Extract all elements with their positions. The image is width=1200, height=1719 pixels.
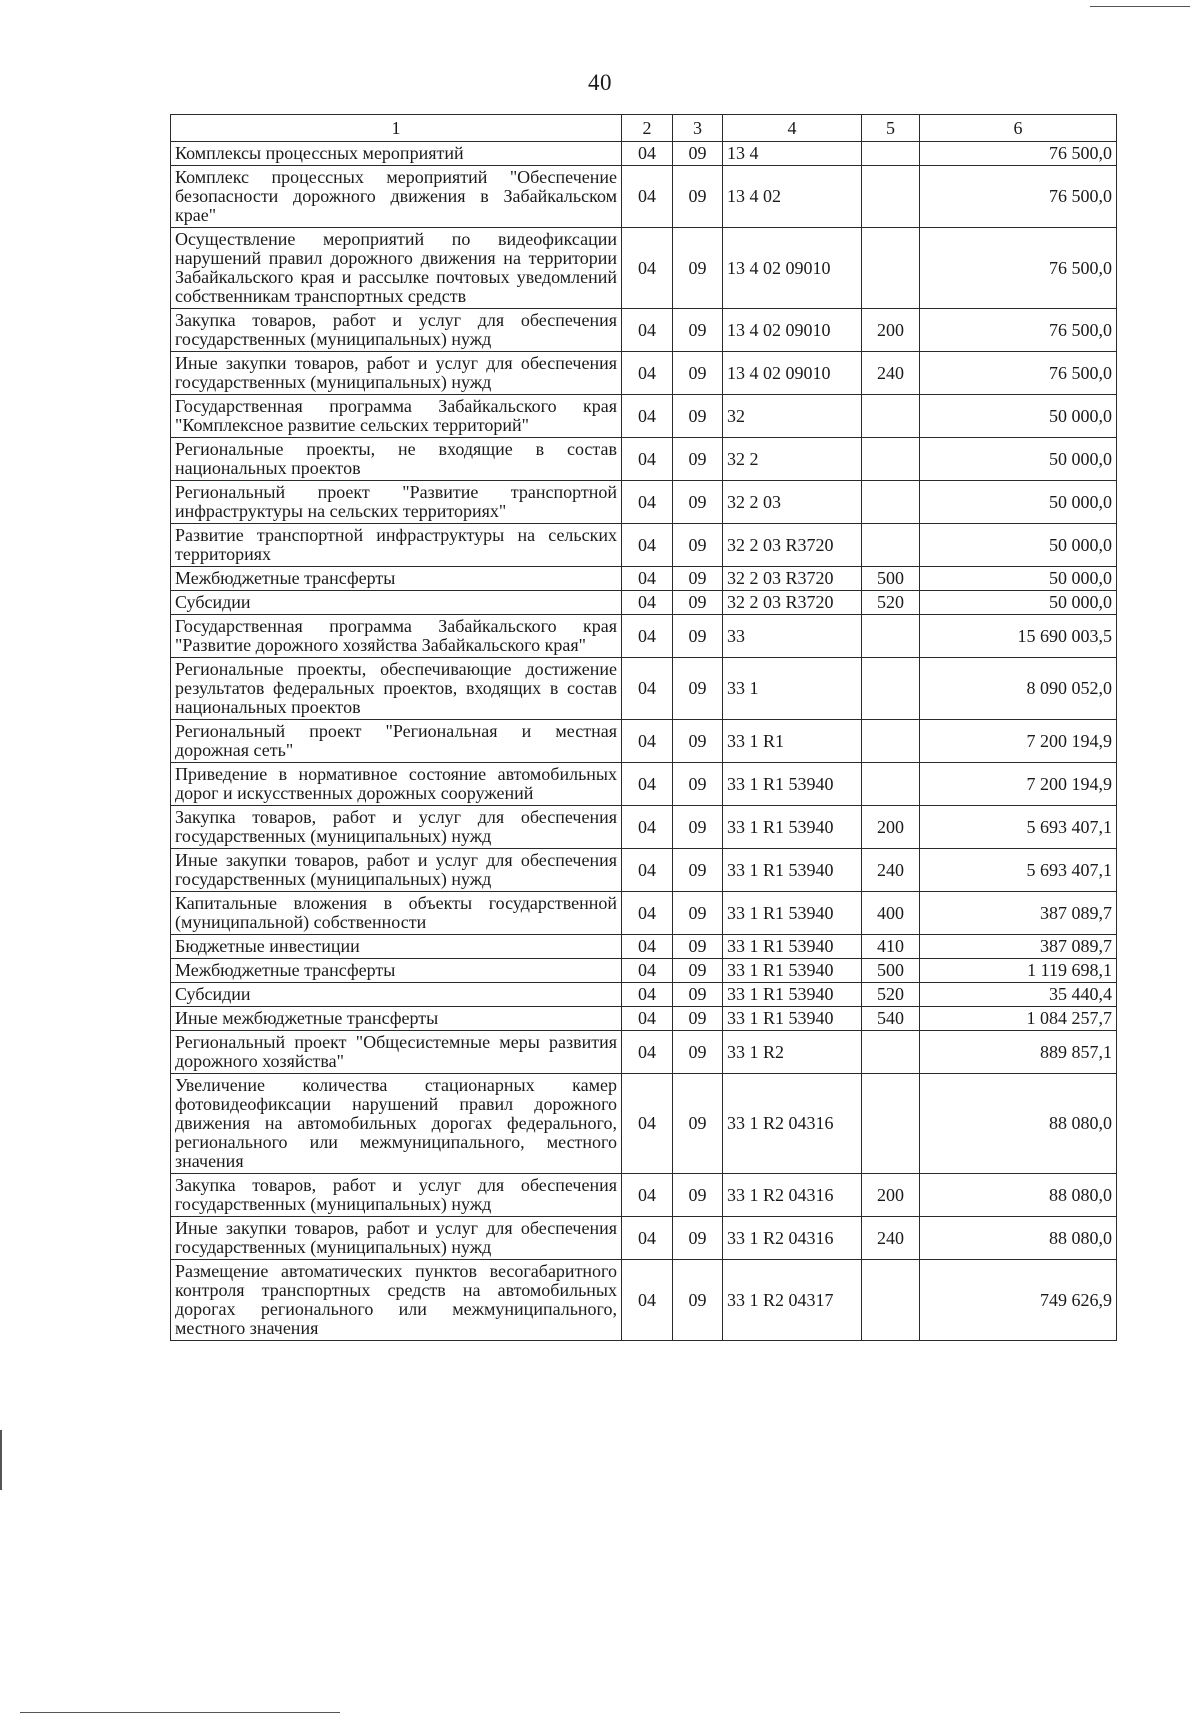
expense-type-cell: [862, 524, 920, 567]
target-article-cell: 33 1 R2 04316: [723, 1174, 862, 1217]
subsection-cell: 09: [673, 524, 723, 567]
subsection-cell: 09: [673, 1174, 723, 1217]
section-cell: 04: [622, 849, 673, 892]
target-article-cell: 33 1 R2 04316: [723, 1074, 862, 1174]
header-cell: 4: [723, 115, 862, 142]
subsection-cell: 09: [673, 228, 723, 309]
target-article-cell: 33 1 R1 53940: [723, 763, 862, 806]
subsection-cell: 09: [673, 395, 723, 438]
table-row: [171, 395, 1117, 438]
expense-type-cell: [862, 615, 920, 658]
subsection-cell: 09: [673, 615, 723, 658]
table-row: [171, 481, 1117, 524]
table-row: [171, 615, 1117, 658]
amount-cell: 749 626,9: [920, 1260, 1117, 1341]
header-cell: 3: [673, 115, 723, 142]
subsection-cell: 09: [673, 591, 723, 615]
subsection-cell: 09: [673, 658, 723, 720]
amount-cell: 76 500,0: [920, 228, 1117, 309]
header-cell: 6: [920, 115, 1117, 142]
subsection-cell: 09: [673, 983, 723, 1007]
amount-cell: 76 500,0: [920, 142, 1117, 166]
row-name-cell: Государственная программа Забайкальского края "Развитие дорожного хозяйства Забайкальского края": [171, 615, 622, 658]
amount-cell: 50 000,0: [920, 567, 1117, 591]
target-article-cell: 32 2: [723, 438, 862, 481]
target-article-cell: 32 2 03 R3720: [723, 524, 862, 567]
amount-cell: 7 200 194,9: [920, 720, 1117, 763]
amount-cell: 5 693 407,1: [920, 849, 1117, 892]
amount-cell: 387 089,7: [920, 935, 1117, 959]
section-cell: 04: [622, 1260, 673, 1341]
row-name-cell: Субсидии: [171, 591, 622, 615]
header-row: [171, 115, 1117, 142]
section-cell: 04: [622, 763, 673, 806]
expense-type-cell: 400: [862, 892, 920, 935]
expense-type-cell: [862, 481, 920, 524]
expense-type-cell: 200: [862, 1174, 920, 1217]
amount-cell: 50 000,0: [920, 438, 1117, 481]
page-number: 40: [588, 70, 612, 95]
table-row: [171, 1007, 1117, 1031]
section-cell: 04: [622, 1007, 673, 1031]
expense-type-cell: 200: [862, 806, 920, 849]
table-row: [171, 1217, 1117, 1260]
table-row: [171, 438, 1117, 481]
section-cell: 04: [622, 615, 673, 658]
table-row: [171, 567, 1117, 591]
table-row: [171, 763, 1117, 806]
table-row: [171, 658, 1117, 720]
amount-cell: 76 500,0: [920, 352, 1117, 395]
target-article-cell: 33 1: [723, 658, 862, 720]
table-row: [171, 892, 1117, 935]
row-name-cell: Региональный проект "Региональная и местная дорожная сеть": [171, 720, 622, 763]
table-row: [171, 849, 1117, 892]
section-cell: 04: [622, 806, 673, 849]
row-name-cell: Закупка товаров, работ и услуг для обеспечения государственных (муниципальных) нужд: [171, 1174, 622, 1217]
section-cell: 04: [622, 142, 673, 166]
section-cell: 04: [622, 395, 673, 438]
subsection-cell: 09: [673, 567, 723, 591]
subsection-cell: 09: [673, 1074, 723, 1174]
expense-type-cell: 500: [862, 567, 920, 591]
expense-type-cell: 240: [862, 849, 920, 892]
row-name-cell: Иные межбюджетные трансферты: [171, 1007, 622, 1031]
table-row: [171, 806, 1117, 849]
section-cell: 04: [622, 591, 673, 615]
table-row: [171, 983, 1117, 1007]
row-name-cell: Межбюджетные трансферты: [171, 959, 622, 983]
table-row: [171, 166, 1117, 228]
amount-cell: 387 089,7: [920, 892, 1117, 935]
row-name-cell: Региональные проекты, не входящие в состав национальных проектов: [171, 438, 622, 481]
row-name-cell: Региональный проект "Развитие транспортной инфраструктуры на сельских территориях": [171, 481, 622, 524]
row-name-cell: Закупка товаров, работ и услуг для обеспечения государственных (муниципальных) нужд: [171, 309, 622, 352]
section-cell: 04: [622, 720, 673, 763]
table-row: [171, 959, 1117, 983]
table-row: [171, 352, 1117, 395]
amount-cell: 7 200 194,9: [920, 763, 1117, 806]
expense-type-cell: 520: [862, 983, 920, 1007]
target-article-cell: 33 1 R1 53940: [723, 1007, 862, 1031]
subsection-cell: 09: [673, 1031, 723, 1074]
subsection-cell: 09: [673, 438, 723, 481]
expense-type-cell: [862, 1260, 920, 1341]
amount-cell: 50 000,0: [920, 481, 1117, 524]
row-name-cell: Увеличение количества стационарных камер фотовидеофиксации нарушений правил дорожного движения на автомобильных дорогах федерального, регионального или межмуниципального, местного значения: [171, 1074, 622, 1174]
target-article-cell: 13 4 02 09010: [723, 309, 862, 352]
amount-cell: 88 080,0: [920, 1074, 1117, 1174]
section-cell: 04: [622, 309, 673, 352]
scan-edge-line: [0, 1430, 2, 1490]
row-name-cell: Закупка товаров, работ и услуг для обеспечения государственных (муниципальных) нужд: [171, 806, 622, 849]
amount-cell: 8 090 052,0: [920, 658, 1117, 720]
amount-cell: 1 084 257,7: [920, 1007, 1117, 1031]
expense-type-cell: 540: [862, 1007, 920, 1031]
section-cell: 04: [622, 567, 673, 591]
target-article-cell: 13 4: [723, 142, 862, 166]
expense-type-cell: [862, 228, 920, 309]
expense-type-cell: [862, 395, 920, 438]
row-name-cell: Иные закупки товаров, работ и услуг для обеспечения государственных (муниципальных) нужд: [171, 849, 622, 892]
section-cell: 04: [622, 892, 673, 935]
row-name-cell: Капитальные вложения в объекты государственной (муниципальной) собственности: [171, 892, 622, 935]
row-name-cell: Комплекс процессных мероприятий "Обеспечение безопасности дорожного движения в Забайкальском крае": [171, 166, 622, 228]
subsection-cell: 09: [673, 935, 723, 959]
table-row: [171, 228, 1117, 309]
subsection-cell: 09: [673, 481, 723, 524]
row-name-cell: Осуществление мероприятий по видеофиксации нарушений правил дорожного движения на территории Забайкальского края и рассылке почтовых уведомлений собственникам транспортных средств: [171, 228, 622, 309]
scan-edge-line: [20, 1712, 340, 1713]
target-article-cell: 33 1 R1 53940: [723, 935, 862, 959]
table-row: [171, 720, 1117, 763]
target-article-cell: 33 1 R1 53940: [723, 892, 862, 935]
scan-edge-line: [1090, 6, 1190, 7]
section-cell: 04: [622, 438, 673, 481]
header-cell: 1: [171, 115, 622, 142]
expense-type-cell: 240: [862, 1217, 920, 1260]
section-cell: 04: [622, 1031, 673, 1074]
expense-type-cell: [862, 763, 920, 806]
target-article-cell: 33 1 R1 53940: [723, 959, 862, 983]
row-name-cell: Размещение автоматических пунктов весогабаритного контроля транспортных средств на автомобильных дорогах регионального или межмуниципального, местного значения: [171, 1260, 622, 1341]
target-article-cell: 32 2 03: [723, 481, 862, 524]
expense-type-cell: 500: [862, 959, 920, 983]
target-article-cell: 33 1 R2 04317: [723, 1260, 862, 1341]
expense-type-cell: 520: [862, 591, 920, 615]
row-name-cell: Межбюджетные трансферты: [171, 567, 622, 591]
section-cell: 04: [622, 481, 673, 524]
row-name-cell: Бюджетные инвестиции: [171, 935, 622, 959]
target-article-cell: 33 1 R1 53940: [723, 806, 862, 849]
subsection-cell: 09: [673, 959, 723, 983]
amount-cell: 50 000,0: [920, 524, 1117, 567]
expense-type-cell: [862, 720, 920, 763]
subsection-cell: 09: [673, 352, 723, 395]
section-cell: 04: [622, 228, 673, 309]
table-row: [171, 1260, 1117, 1341]
row-name-cell: Региональный проект "Общесистемные меры развития дорожного хозяйства": [171, 1031, 622, 1074]
amount-cell: 76 500,0: [920, 309, 1117, 352]
expense-type-cell: [862, 142, 920, 166]
subsection-cell: 09: [673, 1260, 723, 1341]
target-article-cell: 32 2 03 R3720: [723, 591, 862, 615]
expense-type-cell: 410: [862, 935, 920, 959]
expense-type-cell: 240: [862, 352, 920, 395]
table-row: [171, 142, 1117, 166]
amount-cell: 88 080,0: [920, 1217, 1117, 1260]
subsection-cell: 09: [673, 1007, 723, 1031]
subsection-cell: 09: [673, 806, 723, 849]
section-cell: 04: [622, 1217, 673, 1260]
target-article-cell: 33 1 R1: [723, 720, 862, 763]
row-name-cell: Субсидии: [171, 983, 622, 1007]
target-article-cell: 13 4 02 09010: [723, 228, 862, 309]
amount-cell: 15 690 003,5: [920, 615, 1117, 658]
target-article-cell: 13 4 02: [723, 166, 862, 228]
amount-cell: 76 500,0: [920, 166, 1117, 228]
amount-cell: 889 857,1: [920, 1031, 1117, 1074]
section-cell: 04: [622, 1174, 673, 1217]
table-row: [171, 1074, 1117, 1174]
expense-type-cell: [862, 658, 920, 720]
section-cell: 04: [622, 166, 673, 228]
row-name-cell: Приведение в нормативное состояние автомобильных дорог и искусственных дорожных сооружений: [171, 763, 622, 806]
section-cell: 04: [622, 935, 673, 959]
expense-type-cell: [862, 438, 920, 481]
row-name-cell: Иные закупки товаров, работ и услуг для обеспечения государственных (муниципальных) нужд: [171, 352, 622, 395]
table-row: [171, 524, 1117, 567]
target-article-cell: 32 2 03 R3720: [723, 567, 862, 591]
target-article-cell: 33 1 R2: [723, 1031, 862, 1074]
subsection-cell: 09: [673, 166, 723, 228]
target-article-cell: 33 1 R1 53940: [723, 983, 862, 1007]
subsection-cell: 09: [673, 892, 723, 935]
amount-cell: 1 119 698,1: [920, 959, 1117, 983]
expense-type-cell: [862, 166, 920, 228]
target-article-cell: 33: [723, 615, 862, 658]
subsection-cell: 09: [673, 1217, 723, 1260]
header-cell: 2: [622, 115, 673, 142]
expense-type-cell: 200: [862, 309, 920, 352]
table-row: [171, 1031, 1117, 1074]
section-cell: 04: [622, 1074, 673, 1174]
row-name-cell: Государственная программа Забайкальского края "Комплексное развитие сельских территорий": [171, 395, 622, 438]
amount-cell: 5 693 407,1: [920, 806, 1117, 849]
subsection-cell: 09: [673, 142, 723, 166]
amount-cell: 88 080,0: [920, 1174, 1117, 1217]
row-name-cell: Развитие транспортной инфраструктуры на сельских территориях: [171, 524, 622, 567]
amount-cell: 50 000,0: [920, 395, 1117, 438]
section-cell: 04: [622, 658, 673, 720]
target-article-cell: 33 1 R1 53940: [723, 849, 862, 892]
section-cell: 04: [622, 524, 673, 567]
row-name-cell: Комплексы процессных мероприятий: [171, 142, 622, 166]
table-row: [171, 591, 1117, 615]
table-row: [171, 935, 1117, 959]
section-cell: 04: [622, 983, 673, 1007]
table-row: [171, 309, 1117, 352]
expense-type-cell: [862, 1031, 920, 1074]
budget-table: [170, 114, 1117, 1341]
subsection-cell: 09: [673, 763, 723, 806]
amount-cell: 35 440,4: [920, 983, 1117, 1007]
amount-cell: 50 000,0: [920, 591, 1117, 615]
subsection-cell: 09: [673, 849, 723, 892]
section-cell: 04: [622, 352, 673, 395]
subsection-cell: 09: [673, 309, 723, 352]
target-article-cell: 13 4 02 09010: [723, 352, 862, 395]
row-name-cell: Иные закупки товаров, работ и услуг для обеспечения государственных (муниципальных) нужд: [171, 1217, 622, 1260]
row-name-cell: Региональные проекты, обеспечивающие достижение результатов федеральных проектов, входящих в состав национальных проектов: [171, 658, 622, 720]
subsection-cell: 09: [673, 720, 723, 763]
table-row: [171, 1174, 1117, 1217]
expense-type-cell: [862, 1074, 920, 1174]
target-article-cell: 32: [723, 395, 862, 438]
header-cell: 5: [862, 115, 920, 142]
target-article-cell: 33 1 R2 04316: [723, 1217, 862, 1260]
section-cell: 04: [622, 959, 673, 983]
